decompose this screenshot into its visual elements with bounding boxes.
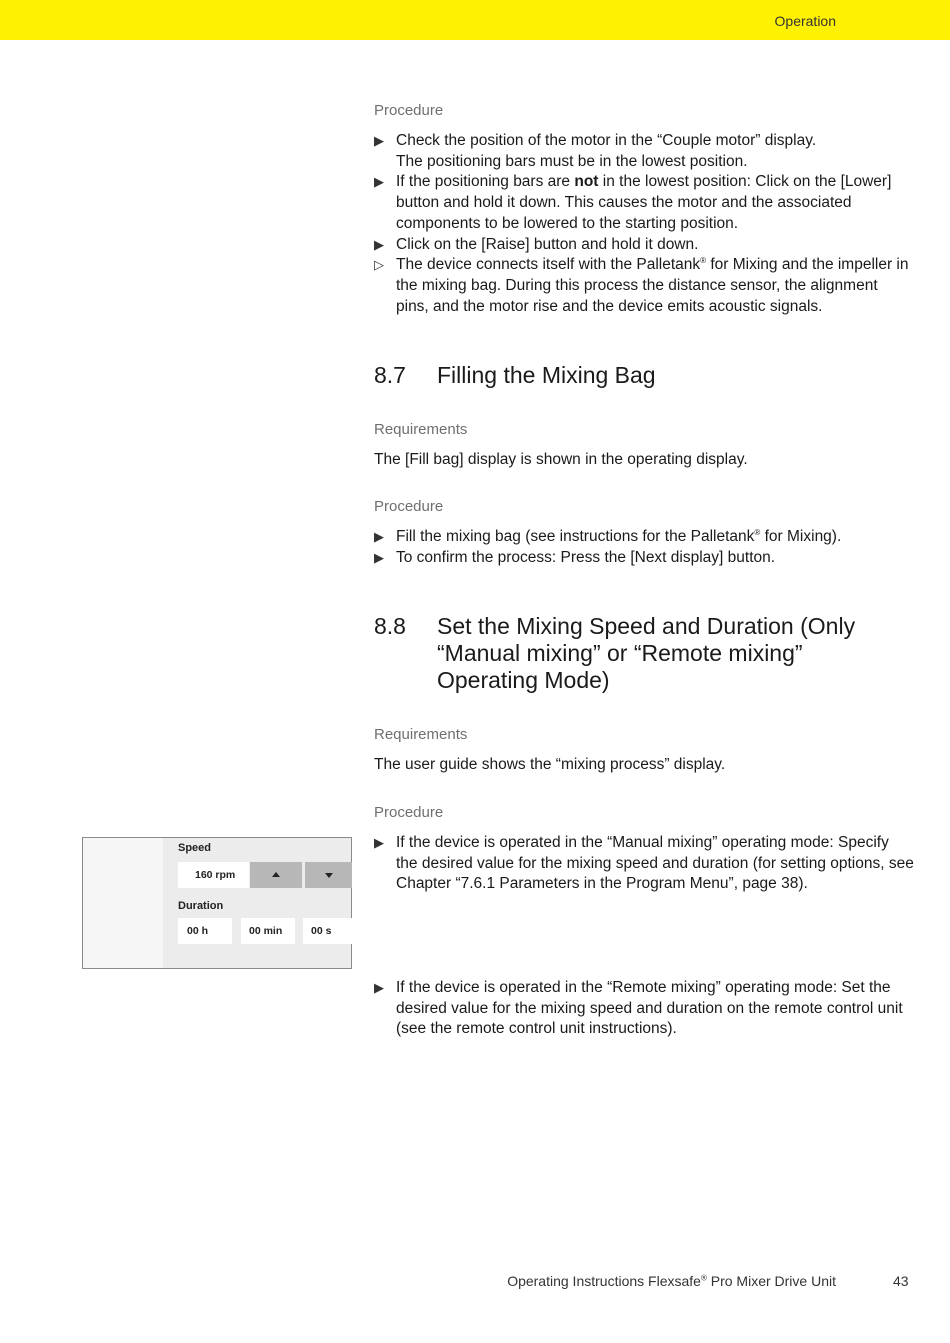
- seconds-field[interactable]: 00 s: [303, 918, 352, 944]
- section-number: 8.7: [374, 362, 406, 388]
- step-text: [396, 172, 914, 234]
- requirements-text: The user guide shows the “mixing process” display.: [374, 756, 726, 773]
- speed-label: Speed: [178, 842, 212, 854]
- footer-text-part: Pro Mixer Drive Unit: [706, 1273, 836, 1289]
- section-heading-8-8: [374, 613, 894, 694]
- step-text: Click on the [Raise] button and hold it down.: [396, 235, 699, 253]
- procedure-label: Procedure: [374, 102, 444, 119]
- list-item: [374, 235, 914, 256]
- hours-field[interactable]: 00 h: [178, 918, 232, 944]
- arrow-bullet-icon: ▶: [374, 529, 384, 544]
- procedure-list: [374, 833, 914, 895]
- result-bullet-icon: ▷: [374, 257, 384, 273]
- triangle-down-icon: [325, 873, 333, 878]
- list-item: [374, 255, 914, 317]
- step-text: Check the position of the motor in the “Couple motor” display. The positioning bars must be in the lowest position.: [396, 132, 817, 170]
- arrow-bullet-icon: ▶: [374, 835, 384, 850]
- step-text-part: If the positioning bars are: [396, 173, 575, 191]
- arrow-bullet-icon: ▶: [374, 549, 384, 565]
- step-text-part: Fill the mixing bag (see instructions for the Palletank: [396, 528, 755, 545]
- procedure-label: Procedure: [374, 498, 444, 515]
- requirements-label: Requirements: [374, 421, 468, 438]
- registered-mark: ®: [700, 256, 707, 266]
- footer-document-title: [507, 1273, 836, 1289]
- speed-up-button[interactable]: [250, 862, 302, 888]
- step-text-part: for Mixing).: [760, 528, 842, 545]
- step-text-part: in the lowest position: Click on the [Lower] button and hold it down. This causes the motor and the associated components to be lowered to the starting position.: [396, 173, 892, 232]
- section-title: Set the Mixing Speed and Duration (Only “Manual mixing” or “Remote mixing” Operating Mode): [437, 613, 856, 693]
- arrow-bullet-icon: ▶: [374, 174, 384, 190]
- section-number: 8.8: [374, 613, 406, 639]
- list-item: [374, 548, 914, 569]
- procedure-label: Procedure: [374, 804, 444, 821]
- step-text: If the device is operated in the “Remote mixing” operating mode: Set the desired value for the mixing speed and duration on the remote control unit (see the remote control unit instructions).: [396, 979, 903, 1038]
- list-item: [374, 833, 914, 895]
- step-text: If the device is operated in the “Manual mixing” operating mode: Specify the desired value for the mixing speed and duration (for setting options, see Chapter “7.6.1 Parameters in the Program Menu”, page 38).: [396, 834, 914, 893]
- arrow-bullet-icon: ▶: [374, 980, 384, 995]
- speed-value-field[interactable]: 160 rpm: [178, 862, 249, 888]
- procedure-list: [374, 527, 914, 568]
- procedure-list: [374, 131, 914, 317]
- list-item: [374, 527, 914, 548]
- list-item: [374, 172, 914, 234]
- display-left-pane: [83, 838, 163, 968]
- registered-mark: ®: [754, 527, 761, 537]
- mixing-display-screenshot: [82, 837, 352, 969]
- step-text: [396, 527, 914, 548]
- footer-text-part: Operating Instructions Flexsafe: [507, 1273, 701, 1289]
- procedure-list: [374, 978, 914, 1040]
- step-text: [396, 255, 914, 317]
- section-title: Filling the Mixing Bag: [437, 362, 656, 388]
- step-text: To confirm the process: Press the [Next display] button.: [396, 548, 776, 566]
- requirements-text: The [Fill bag] display is shown in the operating display.: [374, 451, 748, 468]
- triangle-up-icon: [272, 872, 280, 877]
- emphasis-text: not: [574, 173, 599, 191]
- step-text-part: The device connects itself with the Palletank: [396, 256, 701, 274]
- page-number: 43: [893, 1273, 909, 1289]
- header-band: [0, 0, 950, 40]
- list-item: [374, 131, 914, 172]
- registered-mark: ®: [700, 1273, 707, 1283]
- list-item: [374, 978, 914, 1040]
- step-text-part: for Mixing and the impeller in the mixing bag. During this process the distance sensor, the alignment pins, and the motor rise and the device emits acoustic signals.: [396, 256, 909, 315]
- speed-down-button[interactable]: [305, 862, 352, 888]
- duration-label: Duration: [178, 900, 224, 912]
- section-heading-8-7: [374, 362, 914, 389]
- minutes-field[interactable]: 00 min: [241, 918, 295, 944]
- arrow-bullet-icon: ▶: [374, 236, 384, 252]
- requirements-label: Requirements: [374, 726, 468, 743]
- section-title: Operation: [774, 13, 836, 29]
- arrow-bullet-icon: ▶: [374, 133, 384, 148]
